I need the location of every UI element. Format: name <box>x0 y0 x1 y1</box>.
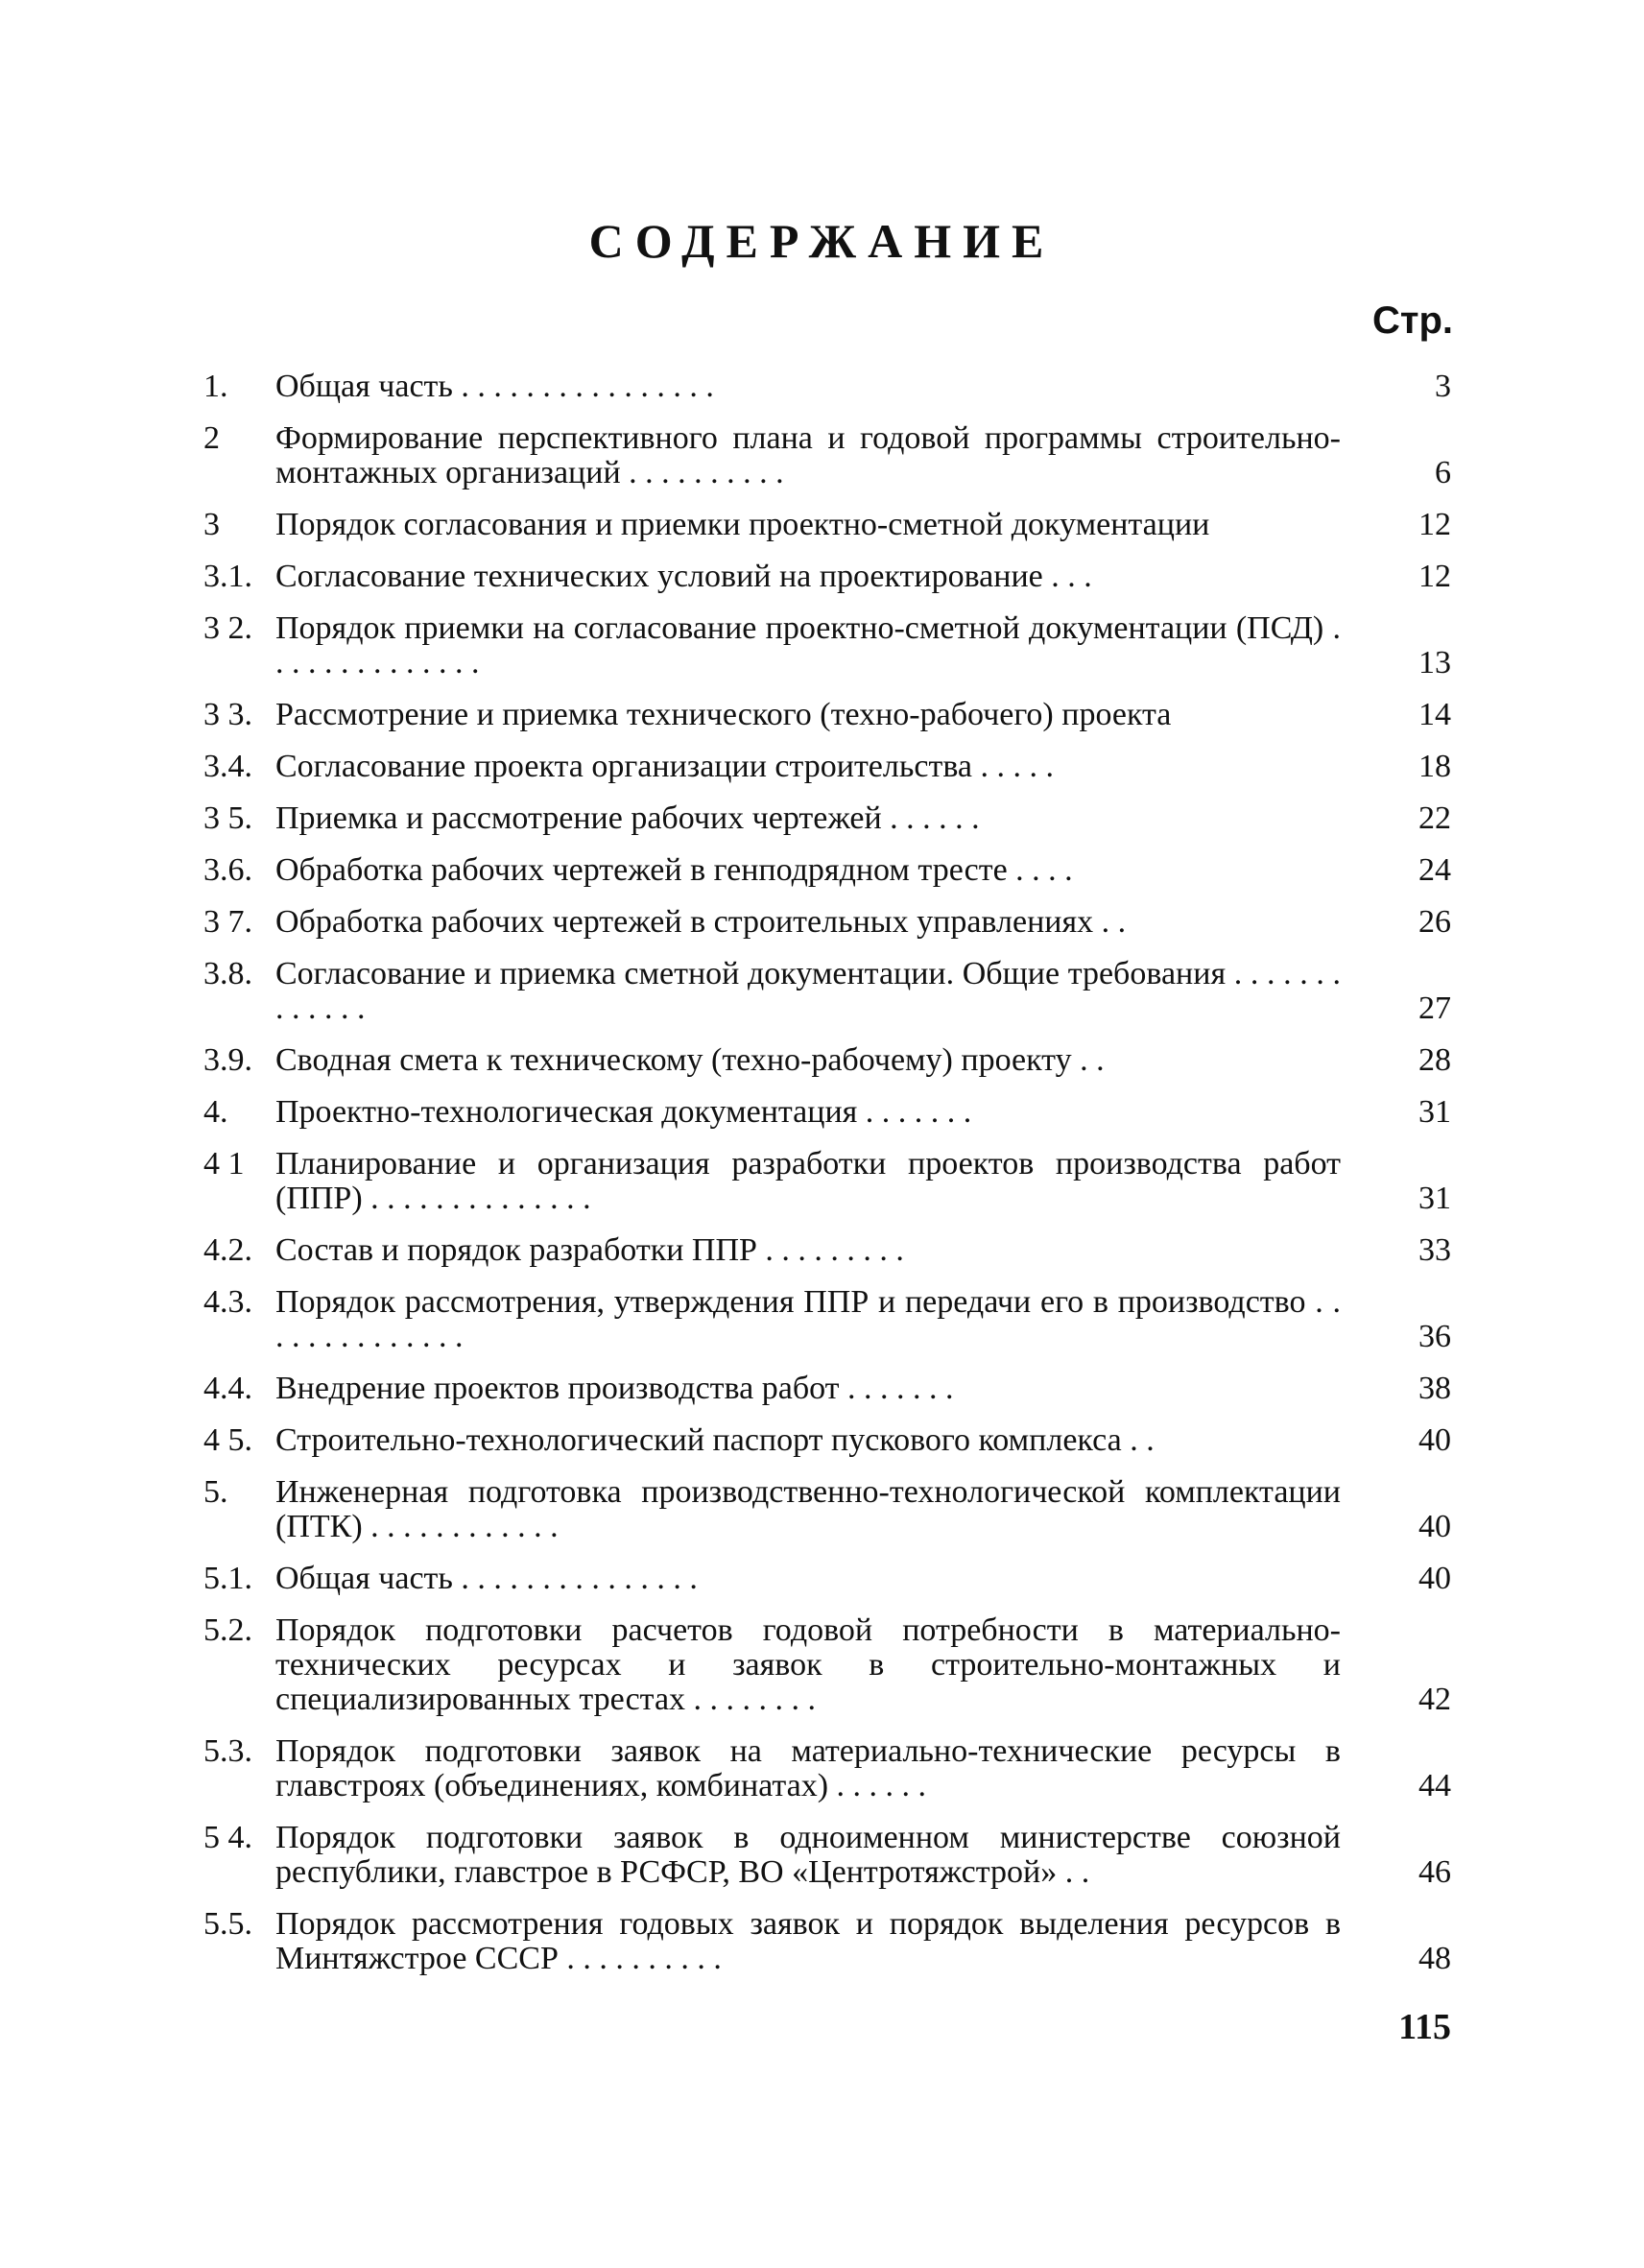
toc-entry <box>203 698 1451 732</box>
toc-entry-page: 12 <box>1418 507 1451 542</box>
toc-entry-title: Планирование и организация разработки проектов производства работ (ППР) . . . . . . . . . . . . . . <box>275 1146 1341 1216</box>
toc-entry-title: Состав и порядок разработки ППР . . . . . . . . . <box>275 1232 904 1268</box>
toc-entry-page: 40 <box>1418 1561 1451 1596</box>
toc-entry <box>203 801 1451 836</box>
toc-entry-page: 46 <box>1418 1854 1451 1890</box>
toc-entry-title: Формирование перспективного плана и годовой программы строительно-монтажных организаций . . . . . . . . . . <box>275 420 1341 490</box>
toc-entry-number: 4 1 <box>203 1146 245 1182</box>
toc-entry-title: Порядок согласования и приемки проектно-сметной документации <box>275 507 1210 542</box>
toc-entry-page: 28 <box>1418 1042 1451 1078</box>
toc-entry-title: Согласование и приемка сметной документации. Общие требования . . . . . . . . . . . . . <box>275 956 1341 1026</box>
toc-entry <box>203 750 1451 784</box>
toc-entry <box>203 1043 1451 1078</box>
toc-entry-page: 24 <box>1418 852 1451 888</box>
toc-entry-title: Строительно-технологический паспорт пускового комплекса . . <box>275 1422 1155 1458</box>
toc-entry <box>203 1423 1451 1458</box>
toc-entry-number: 5.5. <box>203 1906 252 1942</box>
toc-entry <box>203 1372 1451 1406</box>
toc-entry-page: 31 <box>1418 1181 1451 1216</box>
table-of-contents <box>203 370 1451 1993</box>
toc-entry-number: 5.2. <box>203 1612 252 1648</box>
toc-entry <box>203 957 1451 1026</box>
toc-entry-title: Обработка рабочих чертежей в строительных управлениях . . <box>275 904 1127 940</box>
toc-entry-title: Проектно-технологическая документация . . . . . . . <box>275 1094 972 1130</box>
toc-entry-title: Сводная смета к техническому (техно-рабочему) проекту . . <box>275 1042 1105 1078</box>
toc-entry-number: 4.2. <box>203 1232 252 1268</box>
toc-entry-page: 33 <box>1418 1232 1451 1268</box>
toc-entry-number: 3.8. <box>203 956 252 991</box>
toc-entry <box>203 1147 1451 1216</box>
toc-entry-page: 6 <box>1435 455 1451 490</box>
toc-entry-page: 42 <box>1418 1682 1451 1717</box>
toc-entry-title: Порядок приемки на согласование проектно-сметной документации (ПСД) . . . . . . . . . . . . . . <box>275 610 1341 680</box>
toc-entry <box>203 1734 1451 1803</box>
toc-entry-page: 27 <box>1418 991 1451 1026</box>
toc-entry-title: Порядок подготовки заявок в одноименном министерстве союзной республики, главстрое в РСФСР, ВО «Центротяжстрой» . . <box>275 1820 1341 1890</box>
toc-entry-number: 5 4. <box>203 1820 252 1855</box>
toc-entry <box>203 1095 1451 1130</box>
toc-entry-title: Общая часть . . . . . . . . . . . . . . . . <box>275 369 714 404</box>
toc-entry-page: 40 <box>1418 1509 1451 1544</box>
toc-entry-number: 3.1. <box>203 559 252 594</box>
toc-entry-page: 44 <box>1418 1768 1451 1803</box>
toc-entry <box>203 421 1451 490</box>
toc-entry-page: 22 <box>1418 800 1451 836</box>
toc-entry-number: 4.3. <box>203 1284 252 1320</box>
toc-entry-title: Согласование проекта организации строительства . . . . . <box>275 749 1055 784</box>
toc-entry <box>203 1475 1451 1544</box>
toc-entry-number: 3.6. <box>203 852 252 888</box>
toc-entry-page: 36 <box>1418 1319 1451 1354</box>
toc-entry-number: 1. <box>203 369 228 404</box>
toc-entry-title: Инженерная подготовка производственно-технологической комплектации (ПТК) . . . . . . . . . . . . <box>275 1474 1341 1544</box>
toc-entry <box>203 370 1451 404</box>
toc-entry-page: 3 <box>1435 369 1451 404</box>
page-number: 115 <box>1398 2007 1451 2047</box>
toc-entry-number: 4 5. <box>203 1422 252 1458</box>
toc-entry-page: 40 <box>1418 1422 1451 1458</box>
toc-entry <box>203 1285 1451 1354</box>
toc-entry-title: Порядок рассмотрения годовых заявок и порядок выделения ресурсов в Минтяжстрое СССР . . . . . . . . . . <box>275 1906 1341 1976</box>
toc-entry-page: 31 <box>1418 1094 1451 1130</box>
toc-entry-number: 5. <box>203 1474 228 1510</box>
toc-entry-number: 5.1. <box>203 1561 252 1596</box>
toc-entry-title: Рассмотрение и приемка технического (техно-рабочего) проекта <box>275 697 1172 732</box>
toc-entry-number: 3 2. <box>203 610 252 646</box>
toc-entry-title: Согласование технических условий на проектирование . . . <box>275 559 1092 594</box>
toc-entry-title: Общая часть . . . . . . . . . . . . . . . <box>275 1561 698 1596</box>
toc-entry-title: Приемка и рассмотрение рабочих чертежей . . . . . . <box>275 800 980 836</box>
toc-entry <box>203 1233 1451 1268</box>
toc-entry-page: 48 <box>1418 1941 1451 1976</box>
toc-entry <box>203 611 1451 680</box>
toc-entry-number: 3 <box>203 507 220 542</box>
toc-entry <box>203 1613 1451 1717</box>
toc-entry <box>203 1562 1451 1596</box>
toc-entry-title: Порядок рассмотрения, утверждения ППР и передачи его в производство . . . . . . . . . . . . . . <box>275 1284 1341 1354</box>
toc-entry-page: 26 <box>1418 904 1451 940</box>
toc-entry-page: 12 <box>1418 559 1451 594</box>
toc-entry <box>203 1907 1451 1976</box>
toc-entry-number: 5.3. <box>203 1733 252 1769</box>
toc-entry-title: Порядок подготовки заявок на материально-технические ресурсы в главстроях (объединениях, комбинатах) . . . . . . <box>275 1733 1341 1803</box>
toc-entry-title: Обработка рабочих чертежей в генподрядном тресте . . . . <box>275 852 1073 888</box>
toc-entry <box>203 853 1451 888</box>
toc-entry-number: 4. <box>203 1094 228 1130</box>
toc-entry-number: 3 5. <box>203 800 252 836</box>
toc-entry <box>203 1821 1451 1890</box>
toc-entry-title: Внедрение проектов производства работ . . . . . . . <box>275 1371 954 1406</box>
toc-entry <box>203 905 1451 940</box>
page-title: СОДЕРЖАНИЕ <box>588 214 1056 268</box>
toc-entry-page: 13 <box>1418 645 1451 680</box>
toc-entry <box>203 560 1451 594</box>
toc-entry-page: 14 <box>1418 697 1451 732</box>
toc-entry-number: 3.4. <box>203 749 252 784</box>
page-column-label: Стр. <box>1371 299 1453 342</box>
toc-entry-number: 3 7. <box>203 904 252 940</box>
toc-entry-number: 3.9. <box>203 1042 252 1078</box>
toc-entry-title: Порядок подготовки расчетов годовой потребности в материально-технических ресурсах и заявок в строительно-монтажных и специализированных трестах . . . . . . . . <box>275 1612 1341 1717</box>
toc-entry <box>203 508 1451 542</box>
toc-entry-page: 38 <box>1418 1371 1451 1406</box>
toc-entry-page: 18 <box>1418 749 1451 784</box>
toc-entry-number: 4.4. <box>203 1371 252 1406</box>
toc-entry-number: 3 3. <box>203 697 252 732</box>
toc-entry-number: 2 <box>203 420 220 456</box>
